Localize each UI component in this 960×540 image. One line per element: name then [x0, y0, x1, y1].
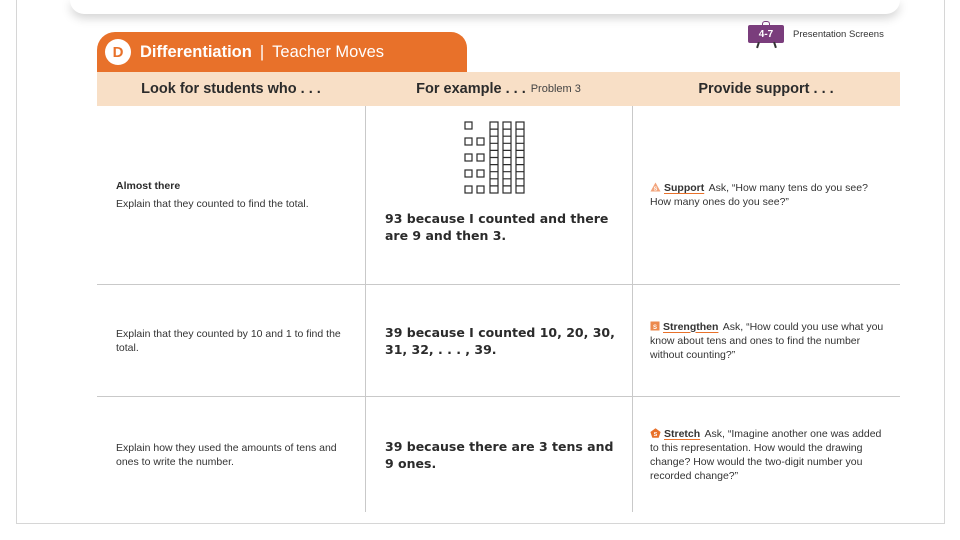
- svg-text:S: S: [653, 186, 658, 192]
- pentagon-stretch-icon: [650, 428, 661, 438]
- easel-icon: [748, 21, 784, 47]
- table-row: [97, 397, 900, 512]
- support-paragraph: [650, 181, 888, 209]
- section-subtitle: Teacher Moves: [272, 42, 385, 61]
- example-text: 93 because I counted and there are 9 and then 3.: [385, 211, 609, 243]
- triangle-support-icon: [650, 182, 661, 192]
- table-header: [97, 72, 900, 106]
- look-text: Explain that they counted by 10 and 1 to find the total.: [116, 327, 341, 354]
- section-title: Differentiation: [140, 42, 252, 61]
- example-cell: [365, 106, 632, 284]
- table-row: [97, 285, 900, 396]
- example-text: 39 because there are 3 tens and 9 ones.: [385, 438, 614, 471]
- presentation-badge-number: 4-7: [748, 25, 784, 43]
- support-paragraph: [650, 427, 888, 483]
- support-paragraph: [650, 320, 888, 362]
- support-label: Support: [664, 182, 705, 194]
- column-header-example-note: Problem 3: [530, 83, 581, 95]
- column-header-example-label: For example . . .: [416, 81, 526, 97]
- example-text: 39 because I counted 10, 20, 30, 31, 32, . . . , 39.: [385, 324, 615, 357]
- base-ten-blocks-drawing: [463, 120, 543, 202]
- square-strengthen-icon: [650, 321, 660, 331]
- column-header-look: Look for students who . . .: [141, 81, 321, 97]
- row-title: Almost there: [116, 179, 181, 192]
- title-separator: |: [259, 42, 265, 61]
- support-text: Ask, “How many tens do you see? How many ones do you see?”: [650, 182, 868, 208]
- page-top-edge: [70, 0, 900, 14]
- example-cell: [365, 285, 632, 396]
- support-cell: [632, 397, 900, 512]
- svg-text:S: S: [652, 324, 658, 331]
- section-letter-badge: D: [105, 39, 131, 65]
- look-text: Explain that they counted to find the total.: [116, 197, 309, 210]
- strengthen-label: Strengthen: [663, 320, 719, 333]
- look-cell: [97, 106, 365, 284]
- example-cell: [365, 397, 632, 512]
- svg-text:S: S: [653, 431, 658, 438]
- stretch-label: Stretch: [664, 427, 701, 440]
- presentation-screens-badge[interactable]: [748, 21, 884, 47]
- column-header-example: [365, 72, 632, 106]
- table-row: [97, 106, 900, 284]
- support-text: Ask, “How could you use what you know about tens and ones to find the number without counting?”: [650, 320, 884, 361]
- support-text: Ask, “Imagine another one was added to this representation. How would the drawing change? How would the two-digit number you recorded change?”: [650, 427, 882, 482]
- look-cell: [97, 285, 365, 396]
- look-text: Explain how they used the amounts of tens and ones to write the number.: [116, 441, 337, 468]
- presentation-label: Presentation Screens: [793, 28, 884, 40]
- support-cell: [632, 285, 900, 396]
- column-header-support: Provide support . . .: [698, 81, 834, 97]
- section-tab: [97, 32, 467, 72]
- support-cell: [632, 106, 900, 284]
- look-cell: [97, 397, 365, 512]
